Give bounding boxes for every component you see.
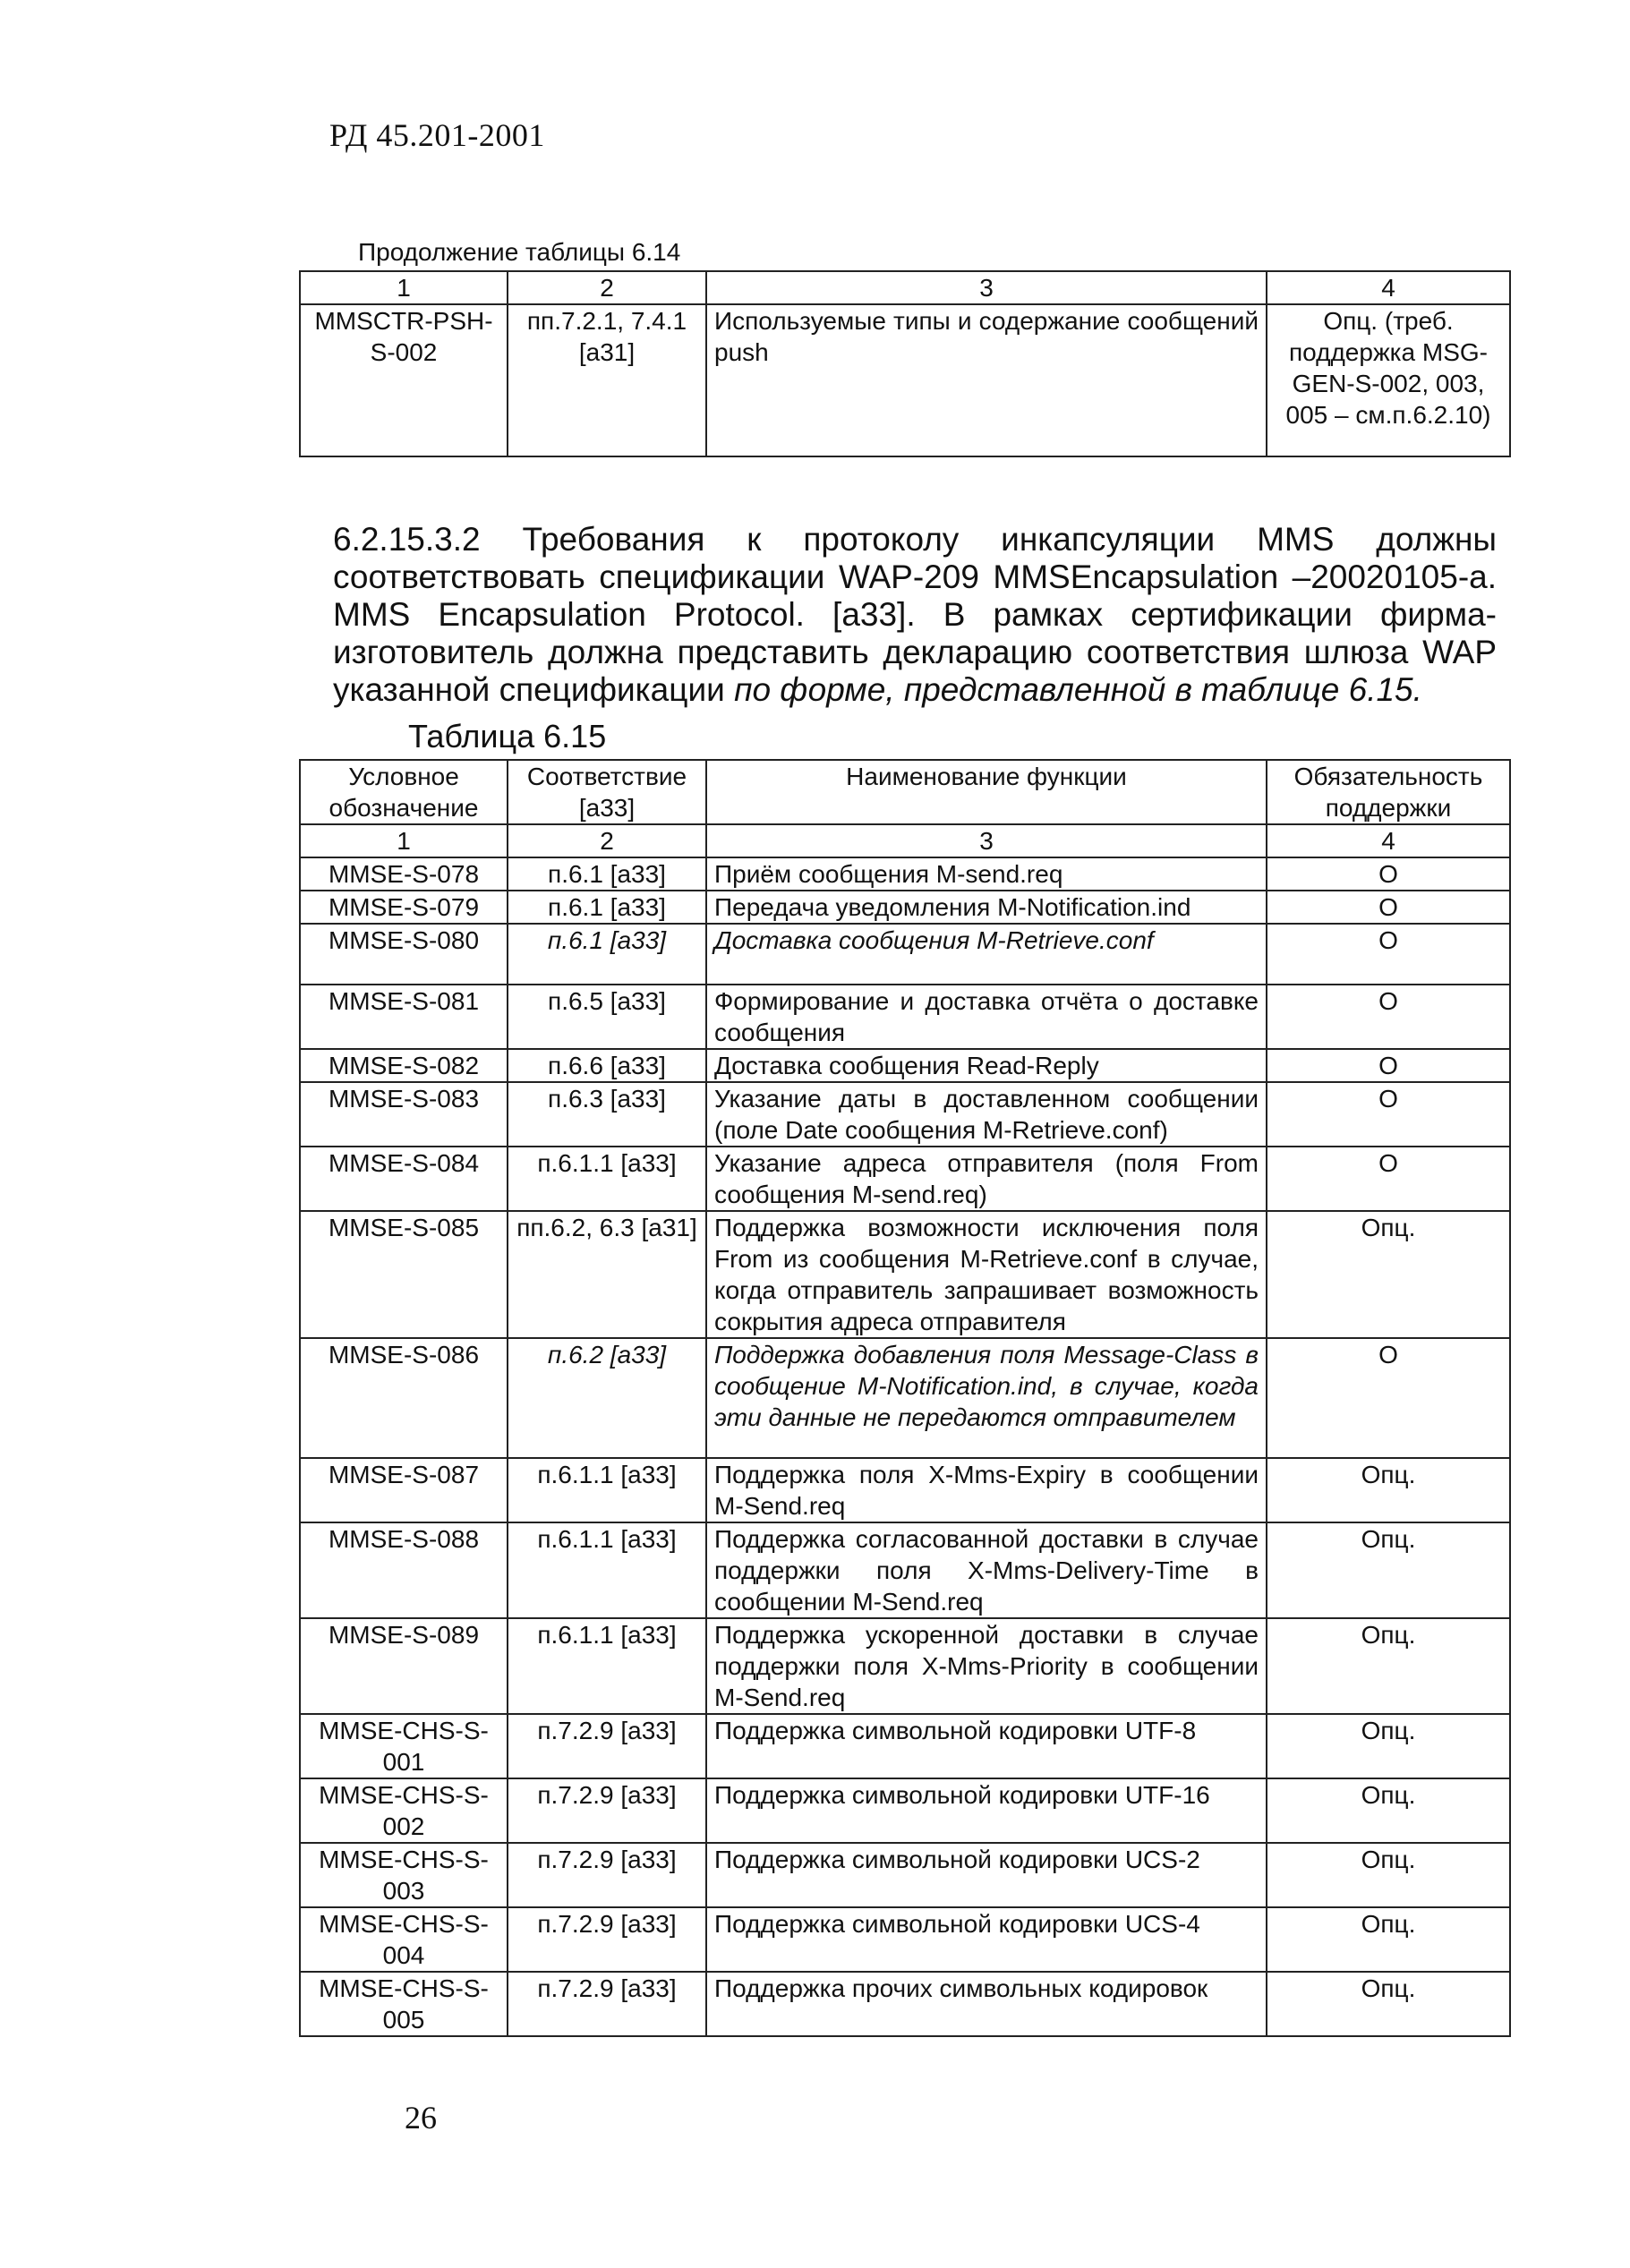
code-cell: MMSE-CHS-S-002: [300, 1778, 508, 1843]
ref-cell: п.6.1.1 [а33]: [508, 1522, 706, 1618]
support-cell: Опц. (треб. поддержка MSG-GEN-S-002, 003, 005 – см.п.6.2.10): [1267, 304, 1510, 456]
code-cell: MMSE-CHS-S-005: [300, 1972, 508, 2036]
support-cell: Опц.: [1267, 1714, 1510, 1778]
paragraph-italic-tail: по форме, представленной в таблице 6.15.: [724, 671, 1422, 708]
header-cell: Обязательность поддержки: [1267, 760, 1510, 824]
function-cell: Доставка сообщения Read-Reply: [706, 1049, 1267, 1082]
table-row: [300, 1049, 1510, 1082]
table-row: [300, 1714, 1510, 1778]
code-cell: MMSE-S-088: [300, 1522, 508, 1618]
ref-cell: п.6.1 [а33]: [508, 857, 706, 891]
ref-cell: п.6.2 [а33]: [508, 1338, 706, 1458]
code-cell: MMSE-S-083: [300, 1082, 508, 1147]
table-row: [300, 1522, 1510, 1618]
column-number-row: [300, 271, 1510, 304]
header-cell: Соответствие [а33]: [508, 760, 706, 824]
function-cell: Поддержка символьной кодировки UTF-16: [706, 1778, 1267, 1843]
table-6-14: [299, 270, 1511, 457]
function-cell: Указание даты в доставленном сообщении (поле Date сообщения M-Retrieve.conf): [706, 1082, 1267, 1147]
support-cell: Опц.: [1267, 1972, 1510, 2036]
ref-cell: п.7.2.9 [а33]: [508, 1714, 706, 1778]
table-row: [300, 1458, 1510, 1522]
table-row: [300, 924, 1510, 985]
table-6-15: [299, 759, 1511, 2037]
support-cell: O: [1267, 1049, 1510, 1082]
table-row: [300, 1843, 1510, 1907]
ref-cell: пп.6.2, 6.3 [а31]: [508, 1211, 706, 1338]
header-cell: Условное обозначение: [300, 760, 508, 824]
table-row: [300, 1147, 1510, 1211]
ref-cell: п.7.2.9 [а33]: [508, 1972, 706, 2036]
ref-cell: пп.7.2.1, 7.4.1 [а31]: [508, 304, 706, 456]
code-cell: MMSE-S-081: [300, 985, 508, 1049]
support-cell: Опц.: [1267, 1843, 1510, 1907]
table-row: [300, 1972, 1510, 2036]
code-cell: MMSE-S-086: [300, 1338, 508, 1458]
function-cell: Формирование и доставка отчёта о доставке сообщения: [706, 985, 1267, 1049]
function-cell: Передача уведомления M-Notification.ind: [706, 891, 1267, 924]
support-cell: O: [1267, 891, 1510, 924]
code-cell: MMSE-CHS-S-003: [300, 1843, 508, 1907]
col-number: 3: [706, 824, 1267, 857]
code-cell: MMSE-S-078: [300, 857, 508, 891]
support-cell: Опц.: [1267, 1907, 1510, 1972]
col-number: 1: [300, 824, 508, 857]
function-cell: Поддержка согласованной доставки в случае поддержки поля X-Mms-Delivery-Time в сообщении M-Send.req: [706, 1522, 1267, 1618]
ref-cell: п.6.1.1 [а33]: [508, 1618, 706, 1714]
function-cell: Поддержка символьной кодировки UTF-8: [706, 1714, 1267, 1778]
table-row: [300, 891, 1510, 924]
col-number: 1: [300, 271, 508, 304]
support-cell: Опц.: [1267, 1522, 1510, 1618]
header-row: [300, 760, 1510, 824]
function-cell: Поддержка поля X-Mms-Expiry в сообщении M-Send.req: [706, 1458, 1267, 1522]
function-cell: Доставка сообщения M-Retrieve.conf: [706, 924, 1267, 985]
function-cell: Поддержка прочих символьных кодировок: [706, 1972, 1267, 2036]
support-cell: O: [1267, 857, 1510, 891]
function-cell: Поддержка символьной кодировки UCS-4: [706, 1907, 1267, 1972]
table-row: [300, 1338, 1510, 1458]
code-cell: MMSE-S-079: [300, 891, 508, 924]
col-number: 3: [706, 271, 1267, 304]
code-cell: MMSCTR-PSH-S-002: [300, 304, 508, 456]
col-number: 4: [1267, 824, 1510, 857]
function-cell: Поддержка добавления поля Message-Class в сообщение M-Notification.ind, в случае, когда эти данные не передаются отправителем: [706, 1338, 1267, 1458]
table-row: [300, 1211, 1510, 1338]
support-cell: Опц.: [1267, 1618, 1510, 1714]
page-number: 26: [405, 2100, 437, 2136]
table-body: [300, 857, 1510, 2036]
document-id: РД 45.201-2001: [329, 117, 545, 153]
ref-cell: п.6.1 [а33]: [508, 924, 706, 985]
ref-cell: п.6.1.1 [а33]: [508, 1147, 706, 1211]
support-cell: Опц.: [1267, 1778, 1510, 1843]
function-cell: Приём сообщения M-send.req: [706, 857, 1267, 891]
requirement-paragraph: [333, 521, 1497, 709]
table-6-15-caption: Таблица 6.15: [408, 718, 607, 755]
table-row: [300, 1907, 1510, 1972]
code-cell: MMSE-S-082: [300, 1049, 508, 1082]
table-row: [300, 1082, 1510, 1147]
ref-cell: п.7.2.9 [а33]: [508, 1778, 706, 1843]
col-number: 2: [508, 824, 706, 857]
code-cell: MMSE-S-085: [300, 1211, 508, 1338]
ref-cell: п.6.5 [а33]: [508, 985, 706, 1049]
support-cell: O: [1267, 985, 1510, 1049]
ref-cell: п.6.1 [а33]: [508, 891, 706, 924]
table-row: [300, 304, 1510, 456]
code-cell: MMSE-S-089: [300, 1618, 508, 1714]
ref-cell: п.7.2.9 [а33]: [508, 1907, 706, 1972]
code-cell: MMSE-S-080: [300, 924, 508, 985]
support-cell: Опц.: [1267, 1211, 1510, 1338]
code-cell: MMSE-CHS-S-004: [300, 1907, 508, 1972]
function-cell: Указание адреса отправителя (поля From сообщения M-send.req): [706, 1147, 1267, 1211]
table-row: [300, 985, 1510, 1049]
ref-cell: п.6.1.1 [а33]: [508, 1458, 706, 1522]
table-6-14-caption: Продолжение таблицы 6.14: [358, 238, 681, 266]
code-cell: MMSE-S-084: [300, 1147, 508, 1211]
support-cell: O: [1267, 924, 1510, 985]
table-row: [300, 1778, 1510, 1843]
paragraph-text: 6.2.15.3.2 Требования к протоколу инкапсуляции MMS должны соответствовать спецификации WAP-209 MMSEncapsulation –20020105-a. MMS Encapsulation Protocol. [a33]. В рамках сертификации фирма-изготовитель должна представить декларацию соответствия шлюза WAP указанной спецификации: [333, 521, 1497, 708]
column-number-row: [300, 824, 1510, 857]
function-cell: Поддержка символьной кодировки UCS-2: [706, 1843, 1267, 1907]
table-row: [300, 1618, 1510, 1714]
support-cell: O: [1267, 1147, 1510, 1211]
code-cell: MMSE-S-087: [300, 1458, 508, 1522]
code-cell: MMSE-CHS-S-001: [300, 1714, 508, 1778]
function-cell: Используемые типы и содержание сообщений push: [706, 304, 1267, 456]
function-cell: Поддержка возможности исключения поля From из сообщения M-Retrieve.conf в случае, когда отправитель запрашивает возможность сокрытия адреса отправителя: [706, 1211, 1267, 1338]
ref-cell: п.7.2.9 [а33]: [508, 1843, 706, 1907]
ref-cell: п.6.3 [а33]: [508, 1082, 706, 1147]
col-number: 4: [1267, 271, 1510, 304]
table-row: [300, 857, 1510, 891]
col-number: 2: [508, 271, 706, 304]
header-cell: Наименование функции: [706, 760, 1267, 824]
support-cell: O: [1267, 1082, 1510, 1147]
support-cell: O: [1267, 1338, 1510, 1458]
ref-cell: п.6.6 [а33]: [508, 1049, 706, 1082]
support-cell: Опц.: [1267, 1458, 1510, 1522]
function-cell: Поддержка ускоренной доставки в случае поддержки поля X-Mms-Priority в сообщении M-Send.req: [706, 1618, 1267, 1714]
